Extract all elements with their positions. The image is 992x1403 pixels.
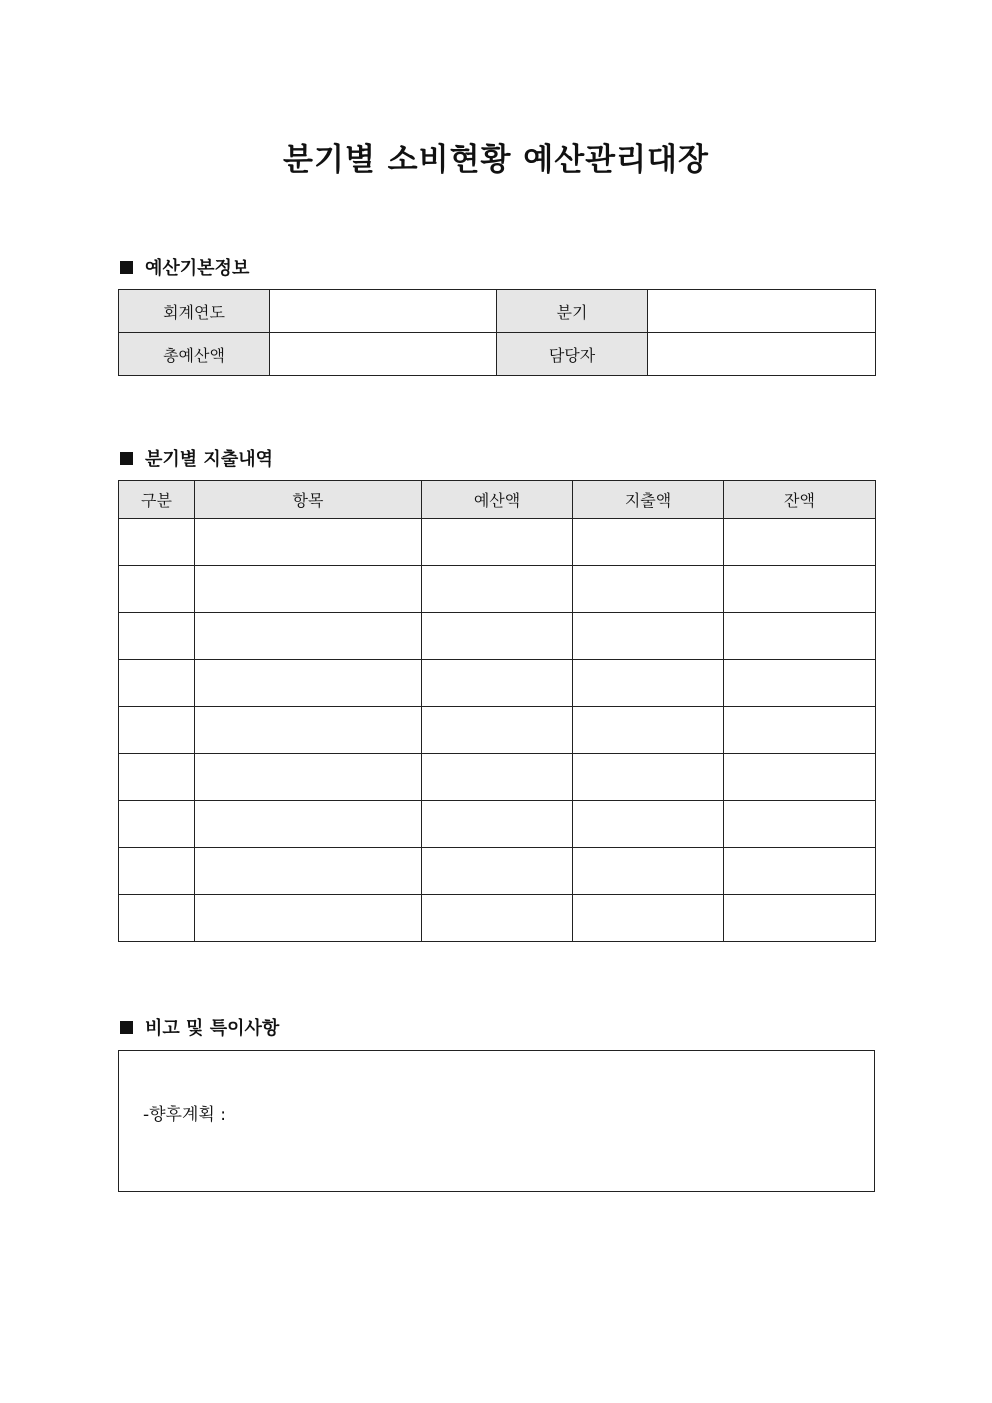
column-header-spent: 지출액 <box>573 481 724 519</box>
spent-cell[interactable] <box>573 566 724 613</box>
document-title: 분기별 소비현황 예산관리대장 <box>283 142 709 178</box>
balance-cell[interactable] <box>724 895 876 942</box>
category-cell[interactable] <box>119 895 195 942</box>
budget-cell[interactable] <box>422 519 573 566</box>
spent-cell[interactable] <box>573 801 724 848</box>
total-budget-label: 총예산액 <box>119 333 270 376</box>
budget-cell[interactable] <box>422 613 573 660</box>
balance-cell[interactable] <box>724 848 876 895</box>
budget-cell[interactable] <box>422 801 573 848</box>
column-header-balance: 잔액 <box>724 481 876 519</box>
item-cell[interactable] <box>195 895 422 942</box>
fiscal-year-field[interactable] <box>270 290 497 333</box>
balance-cell[interactable] <box>724 519 876 566</box>
balance-cell[interactable] <box>724 660 876 707</box>
budget-cell[interactable] <box>422 660 573 707</box>
remarks-heading <box>120 1014 279 1040</box>
basic-info-table <box>118 289 876 376</box>
spent-cell[interactable] <box>573 895 724 942</box>
column-header-budget: 예산액 <box>422 481 573 519</box>
budget-cell[interactable] <box>422 754 573 801</box>
category-cell[interactable] <box>119 613 195 660</box>
basic-info-heading <box>120 254 249 280</box>
square-bullet-icon <box>120 1021 133 1034</box>
table-row <box>119 290 876 333</box>
category-cell[interactable] <box>119 660 195 707</box>
item-cell[interactable] <box>195 566 422 613</box>
quarter-field[interactable] <box>648 290 876 333</box>
manager-field[interactable] <box>648 333 876 376</box>
table-header-row <box>119 481 876 519</box>
remarks-box[interactable] <box>118 1050 875 1192</box>
item-cell[interactable] <box>195 519 422 566</box>
fiscal-year-label: 회계연도 <box>119 290 270 333</box>
future-plan-line <box>143 1100 226 1125</box>
total-budget-field[interactable] <box>270 333 497 376</box>
quarter-label: 분기 <box>497 290 648 333</box>
spent-cell[interactable] <box>573 754 724 801</box>
category-cell[interactable] <box>119 801 195 848</box>
category-cell[interactable] <box>119 566 195 613</box>
item-cell[interactable] <box>195 660 422 707</box>
balance-cell[interactable] <box>724 754 876 801</box>
basic-info-heading-text: 예산기본정보 <box>145 258 250 279</box>
item-cell[interactable] <box>195 707 422 754</box>
table-row <box>119 566 876 613</box>
balance-cell[interactable] <box>724 613 876 660</box>
expenditure-heading-text: 분기별 지출내역 <box>145 449 273 470</box>
square-bullet-icon <box>120 261 133 274</box>
category-cell[interactable] <box>119 754 195 801</box>
budget-cell[interactable] <box>422 566 573 613</box>
square-bullet-icon <box>120 452 133 465</box>
expenditure-table <box>118 480 876 942</box>
table-row <box>119 707 876 754</box>
spent-cell[interactable] <box>573 660 724 707</box>
table-row <box>119 613 876 660</box>
column-header-item: 항목 <box>195 481 422 519</box>
balance-cell[interactable] <box>724 707 876 754</box>
table-row <box>119 660 876 707</box>
category-cell[interactable] <box>119 707 195 754</box>
item-cell[interactable] <box>195 754 422 801</box>
balance-cell[interactable] <box>724 801 876 848</box>
table-row <box>119 754 876 801</box>
spent-cell[interactable] <box>573 613 724 660</box>
spent-cell[interactable] <box>573 519 724 566</box>
expenditure-heading <box>120 445 273 471</box>
category-cell[interactable] <box>119 848 195 895</box>
spent-cell[interactable] <box>573 848 724 895</box>
table-row <box>119 848 876 895</box>
budget-cell[interactable] <box>422 707 573 754</box>
budget-cell[interactable] <box>422 895 573 942</box>
column-header-category: 구분 <box>119 481 195 519</box>
balance-cell[interactable] <box>724 566 876 613</box>
item-cell[interactable] <box>195 801 422 848</box>
table-row <box>119 519 876 566</box>
item-cell[interactable] <box>195 613 422 660</box>
manager-label: 담당자 <box>497 333 648 376</box>
category-cell[interactable] <box>119 519 195 566</box>
remarks-heading-text: 비고 및 특이사항 <box>145 1018 280 1039</box>
budget-cell[interactable] <box>422 848 573 895</box>
table-row <box>119 801 876 848</box>
table-row <box>119 895 876 942</box>
item-cell[interactable] <box>195 848 422 895</box>
future-plan-label: -향후계획 : <box>143 1105 226 1125</box>
spent-cell[interactable] <box>573 707 724 754</box>
table-row <box>119 333 876 376</box>
